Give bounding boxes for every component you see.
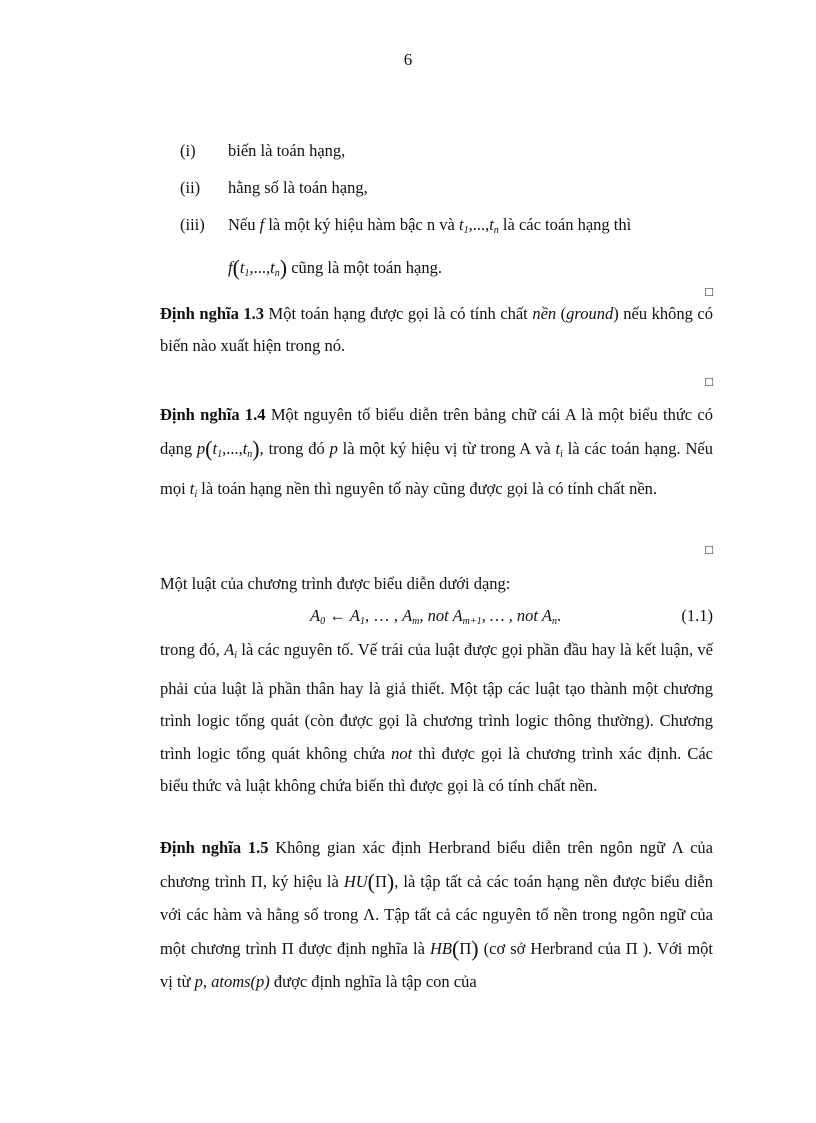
list-marker: (iii) [180, 215, 205, 234]
equation-body: $A_0$ ← $A_1$, … , $A_m$, not $A_{m+1}$, … , not $A_n$. [310, 606, 562, 627]
list-item [180, 206, 720, 249]
definition-label: Định nghĩa 1.4 [160, 405, 266, 424]
list-item [180, 132, 720, 169]
definition-label: Định nghĩa 1.3 [160, 304, 264, 323]
list-text: biến là toán hạng, [228, 141, 346, 160]
definition-label: Định nghĩa 1.5 [160, 838, 269, 857]
list-marker: (ii) [180, 178, 201, 197]
list-continuation: $f(t_1,...,t_n)$ cũng là một toán hạng. [228, 255, 442, 280]
list-item [180, 169, 720, 206]
qed-symbol: □ [705, 284, 713, 299]
definition-1-5: Định nghĩa 1.5 Không gian xác định Herbrand biểu diễn trên ngôn ngữ Λ của chương trình Π, ký hiệu là HU(Π), là tập tất cả các toán hạng nền được biểu diễn với các hàm và hằng số trong Λ. Tập tất cả các nguyên tố nền trong ngôn ngữ của một chương trình Π được định nghĩa là HB(Π) (cơ sở Herbrand của Π ). Với một vị từ p, atoms(p) được định nghĩa là tập con của [160, 838, 714, 991]
definition-1-3: Định nghĩa 1.3 Một toán hạng được gọi là có tính chất nền (ground) nếu không có biến nào xuất hiện trong nó. [160, 304, 713, 355]
list-text: Nếu f là một ký hiệu hàm bậc n và $t_1,...,t_n$ là các toán hạng thì [228, 215, 632, 236]
qed-symbol: □ [705, 542, 713, 557]
qed-symbol: □ [705, 374, 713, 389]
page-number: 6 [403, 50, 413, 69]
equation-number: (1.1) [681, 606, 713, 625]
rule-paragraph: trong đó, $A_i$ là các nguyên tố. Vế trái của luật được gọi phần đầu hay là kết luận, vế phải của luật là phần thân hay là giả thiết. Một tập các luật tạo thành một chương trình logic tổng quát (còn được gọi là chương trình logic thông thường). Chương trình logic tổng quát không chứa not thì được gọi là chương trình xác định. Các biểu thức và luật không chứa biến thì được gọi là có tính chất nền. [160, 640, 713, 795]
definition-1-4: Định nghĩa 1.4 Một nguyên tố biểu diễn trên bảng chữ cái A là một biểu thức có dạng $p(t_1,...,t_n)$, trong đó p là một ký hiệu vị từ trong A và $t_i$ là các toán hạng. Nếu mọi $t_i$ là toán hạng nền thì nguyên tố này cũng được gọi là có tính chất nền. [160, 405, 713, 500]
rule-intro: Một luật của chương trình được biểu diễn dưới dạng: [160, 574, 511, 593]
list-text: hằng số là toán hạng, [228, 178, 368, 197]
equation-1-1 [160, 600, 713, 632]
definition-list [180, 132, 720, 292]
list-marker: (i) [180, 141, 196, 160]
